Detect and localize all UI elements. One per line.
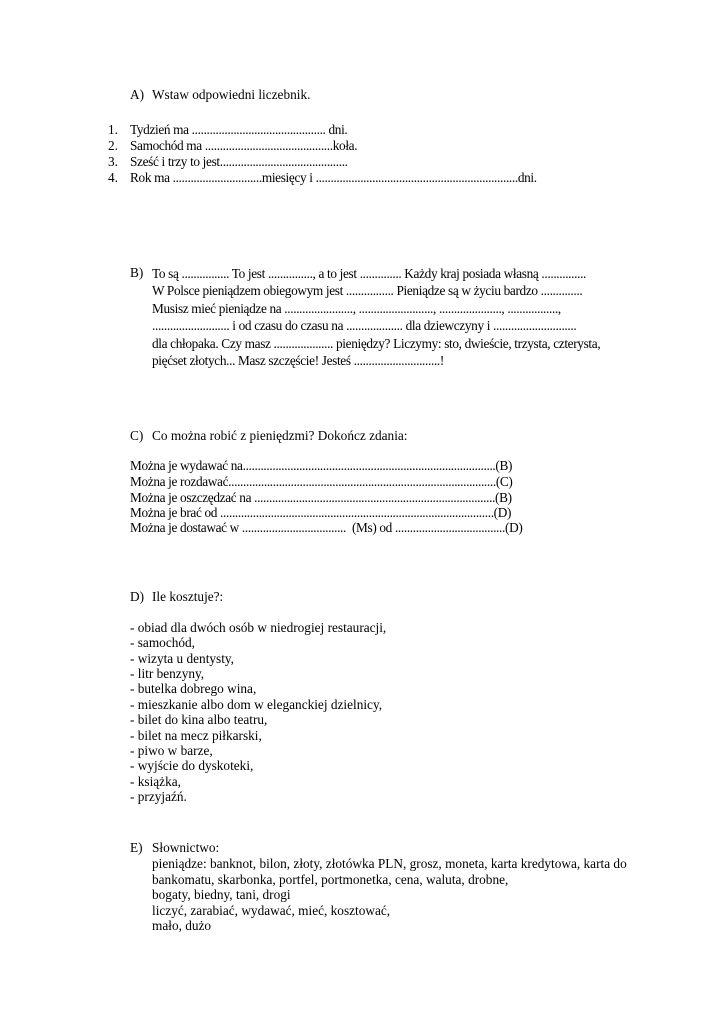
list-item: - wyjście do dyskoteki,	[130, 758, 254, 773]
list-item: - bilet na mecz piłkarski,	[130, 728, 262, 743]
section-b-line-2: W Polsce pieniądzem obiegowym jest ................ Pieniądze są w życiu bardzo ..............	[152, 283, 583, 299]
section-e-line-2: bankomatu, skarbonka, portfel, portmonetka, cena, waluta, drobne,	[152, 872, 509, 887]
list-item: - obiad dla dwóch osób w niedrogiej restauracji,	[130, 620, 387, 635]
section-a-item-2: Samochód ma ...........................................koła.	[130, 138, 358, 153]
section-d-letter: D)	[130, 589, 145, 604]
section-b-line-6: pięćset złotych... Masz szczęście! Jesteś .............................!	[152, 353, 444, 369]
section-e-heading: Słownictwo:	[152, 840, 220, 855]
section-a-item-1: Tydzień ma ............................................. dni.	[130, 122, 348, 137]
list-item: - wizyta u dentysty,	[130, 651, 235, 666]
section-a-item-3: Sześć i trzy to jest...........................................	[130, 154, 348, 169]
section-c-heading: Co można robić z pieniędzmi? Dokończ zdania:	[152, 428, 408, 443]
section-c-line-4: Można je brać od ............................................................................................(D)	[130, 505, 512, 520]
section-b-line-1: To są ................ To jest ..............., a to jest .............. Każdy kraj posiada własną ...............	[152, 266, 587, 281]
section-c-line-3: Można je oszczędzać na .................................................................................(B)	[130, 490, 512, 505]
section-b-line-5: dla chłopaka. Czy masz .................... pieniędzy? Liczymy: sto, dwieście, trzysta, czterysta,	[152, 335, 601, 351]
section-a-item-4-num: 4.	[108, 170, 118, 185]
section-b-paragraph	[152, 265, 639, 369]
section-a-letter: A)	[130, 87, 145, 102]
list-item: - bilet do kina albo teatru,	[130, 712, 268, 727]
section-e-line-5: mało, dużo	[152, 918, 212, 933]
section-e-letter: E)	[130, 840, 143, 855]
section-c-line-5: Można je dostawać w ................................... (Ms) od .....................................(D)	[130, 520, 523, 535]
section-c-line-1: Można je wydawać na.....................................................................................(B)	[130, 458, 513, 473]
list-item: - samochód,	[130, 635, 195, 650]
section-a-heading: Wstaw odpowiedni liczebnik.	[152, 87, 311, 102]
section-c-letter: C)	[130, 428, 144, 443]
section-e-line-3: bogaty, biedny, tani, drogi	[152, 887, 291, 902]
list-item: - litr benzyny,	[130, 666, 205, 681]
list-item: - piwo w barze,	[130, 743, 213, 758]
list-item: - przyjaźń.	[130, 789, 187, 804]
section-b-line-4: .......................... i od czasu do czasu na ................... dla dziewczyny i ............................	[152, 318, 577, 334]
section-a-item-1-num: 1.	[108, 122, 118, 137]
section-b-line-3: Musisz mieć pieniądze na ......................., ........................., ....................., .................,	[152, 300, 561, 316]
section-e-line-1: pieniądze: banknot, bilon, złoty, złotówka PLN, grosz, moneta, karta kredytowa, karta do	[152, 856, 627, 871]
list-item: - mieszkanie albo dom w eleganckiej dzielnicy,	[130, 697, 383, 712]
section-a-item-4: Rok ma ..............................miesięcy i ....................................................................dni.	[130, 170, 537, 185]
section-b-letter: B)	[130, 265, 144, 280]
list-item: - butelka dobrego wina,	[130, 681, 257, 696]
section-a-item-2-num: 2.	[108, 138, 118, 153]
section-e-line-4: liczyć, zarabiać, wydawać, mieć, kosztować,	[152, 903, 391, 918]
section-a-item-3-num: 3.	[108, 154, 118, 169]
section-c-line-2: Można je rozdawać..........................................................................................(C)	[130, 474, 513, 489]
section-d-heading: Ile kosztuje?:	[152, 589, 224, 604]
list-item: - książka,	[130, 774, 181, 789]
